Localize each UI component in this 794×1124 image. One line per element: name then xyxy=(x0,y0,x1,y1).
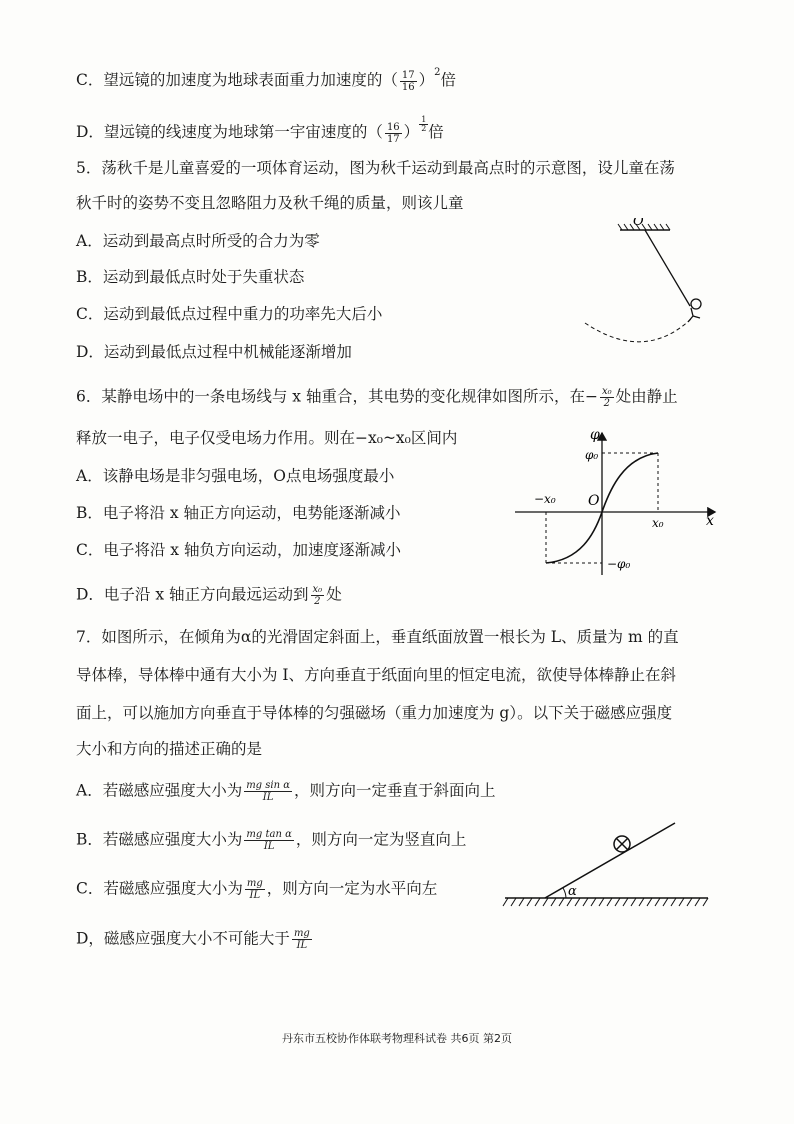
q5-option-a: A．运动到最高点时所受的合力为零 xyxy=(76,232,320,250)
x-axis-label: x xyxy=(706,513,714,529)
q7-option-d: D，磁感应强度大小不可能大于 $\frac{mg}{IL}$ xyxy=(76,928,310,951)
q6-option-b: B．电子将沿 x 轴正方向运动，电势能逐渐减小 xyxy=(76,504,401,522)
neg-phi0-label: −φ₀ xyxy=(607,557,631,571)
q7-a-fraction: $\frac{\text{mg sin α}}{IL}$ xyxy=(246,780,290,803)
page-footer: 丹东市五校协作体联考物理科试卷 共6页 第2页 xyxy=(282,1032,512,1045)
ground-hatch xyxy=(503,898,708,906)
q7-option-b: B．若磁感应强度大小为 $\frac{\text{mg tan α}}{IL}$ ，则方向一定为竖直向上 xyxy=(76,829,467,852)
q6-option-d: D．电子沿 x 轴正方向最远运动到 $\frac{\text{x₀}}{2}$ 处 xyxy=(76,584,342,607)
q7-b-fraction: $\frac{\text{mg tan α}}{IL}$ xyxy=(246,829,292,852)
swing-arc xyxy=(585,318,692,342)
alpha-arc xyxy=(563,888,566,898)
q7-d-fraction: $\frac{mg}{IL}$ xyxy=(293,928,310,951)
incline-figure xyxy=(500,818,715,913)
q5-stem-line1: 5．荡秋千是儿童喜爱的一项体育运动，图为秋千运动到最高点时的示意图，设儿童在荡 xyxy=(76,159,675,177)
q6-option-c: C．电子将沿 x 轴负方向运动，加速度逐渐减小 xyxy=(76,541,401,559)
incline-surface xyxy=(545,823,675,898)
q7-option-a: A．若磁感应强度大小为 $\frac{\text{mg sin α}}{IL}$ ，则方向一定垂直于斜面向上 xyxy=(76,780,496,803)
q7-option-c: C．若磁感应强度大小为 $\frac{mg}{IL}$ ，则方向一定为水平向左 xyxy=(76,878,438,901)
child-head xyxy=(691,299,701,309)
q4-d-fraction: $\frac{16}{17}$ xyxy=(386,121,400,145)
q4-d-exponent: 1 2 xyxy=(421,115,427,133)
q6-d-fraction: $\frac{\text{x₀}}{2}$ xyxy=(312,584,323,607)
swing-figure xyxy=(580,218,720,348)
q5-option-d: D．运动到最低点过程中机械能逐渐增加 xyxy=(76,343,352,361)
alpha-label: α xyxy=(568,884,577,899)
q5-option-c: C．运动到最低点过程中重力的功率先大后小 xyxy=(76,305,383,323)
q6-option-a: A．该静电场是非匀强电场，O点电场强度最小 xyxy=(76,467,395,485)
q7-stem-line3: 面上，可以施加方向垂直于导体棒的匀强磁场（重力加速度为 g）。以下关于磁感应强度 xyxy=(76,704,673,722)
q6-stem-line1: 6．某静电场中的一条电场线与 x 轴重合，其电势的变化规律如图所示，在− $\frac{\text{x₀}}{2}$ 处由静止 xyxy=(76,386,678,409)
x0-label: x₀ xyxy=(652,516,664,530)
q4-option-c: C．望远镜的加速度为地球表面重力加速度的（ $\frac{17}{16}$ ）$^2$倍 xyxy=(76,67,457,93)
q4-option-d: D．望远镜的线速度为地球第一宇宙速度的（ $\frac{16}{17}$ ） $^{\frac{1}{2}}$ 倍 xyxy=(76,115,444,145)
swing-pivot-label: O xyxy=(633,218,644,229)
swing-ceiling-hatch xyxy=(618,224,670,230)
q7-c-fraction: $\frac{mg}{IL}$ xyxy=(246,878,263,901)
q7-stem-line1: 7．如图所示，在倾角为α的光滑固定斜面上，垂直纸面放置一根长为 L、质量为 m 的直 xyxy=(76,628,679,646)
q6-stem-line2: 释放一电子，电子仅受电场力作用。则在−x₀~x₀区间内 xyxy=(76,429,458,447)
q4-c-fraction: $\frac{17}{16}$ xyxy=(401,69,415,93)
q7-stem-line2: 导体棒，导体棒中通有大小为 I、方向垂直于纸面向里的恒定电流，欲使导体棒静止在斜 xyxy=(76,666,677,684)
q5-option-b: B．运动到最低点时处于失重状态 xyxy=(76,268,305,286)
phi0-label: φ₀ xyxy=(585,448,599,462)
origin-label: O xyxy=(588,493,600,509)
swing-rope xyxy=(645,230,690,306)
q5-stem-line2: 秋千时的姿势不变且忽略阻力及秋千绳的质量，则该儿童 xyxy=(76,194,464,212)
q6-stem-fraction: $\frac{\text{x₀}}{2}$ xyxy=(601,386,612,409)
neg-x0-label: −x₀ xyxy=(534,492,556,506)
phi-axis-label: φ xyxy=(590,427,600,443)
phi-x-graph xyxy=(510,425,725,585)
q7-stem-line4: 大小和方向的描述正确的是 xyxy=(76,740,263,758)
